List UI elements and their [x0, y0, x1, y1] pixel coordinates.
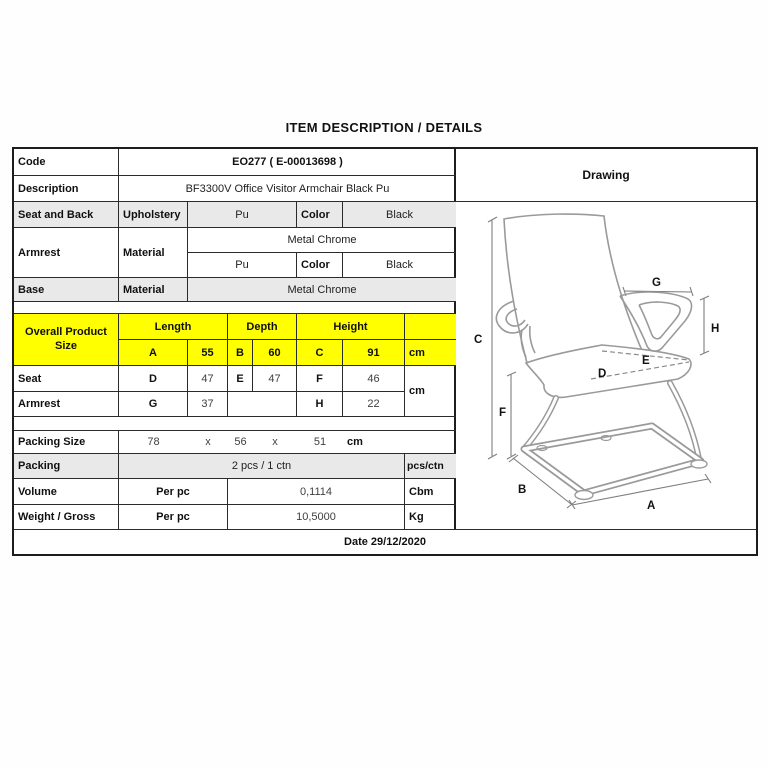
detail-grid	[14, 149, 456, 530]
spec-table	[12, 147, 758, 556]
weight-basis: Per pc	[119, 505, 228, 530]
packing-size-d: 56	[228, 431, 253, 454]
armrest-g-key: G	[119, 392, 188, 417]
dim-label-h: H	[711, 323, 720, 335]
armrest-h-key: H	[297, 392, 343, 417]
description-value: BF3300V Office Visitor Armchair Black Pu	[119, 176, 456, 202]
size-col-height: Height	[297, 314, 405, 340]
seat-e-key: E	[228, 366, 253, 392]
packing-size-unit: cm	[343, 431, 405, 454]
packing-size-blank	[405, 431, 456, 454]
volume-label: Volume	[14, 479, 119, 505]
base-material: Metal Chrome	[188, 278, 456, 302]
seat-back-material: Pu	[188, 202, 297, 228]
seat-back-attribute: Upholstery	[119, 202, 188, 228]
armrest-dim-blank	[228, 392, 297, 417]
overall-unit: cm	[405, 340, 456, 366]
size-col-depth: Depth	[228, 314, 297, 340]
seat-dim-label: Seat	[14, 366, 119, 392]
overall-c-key: C	[297, 340, 343, 366]
base-attribute: Material	[119, 278, 188, 302]
seat-back-label: Seat and Back	[14, 202, 119, 228]
base-label: Base	[14, 278, 119, 302]
overall-a-key: A	[119, 340, 188, 366]
overall-c-value: 91	[343, 340, 405, 366]
packing-size-w: 78	[119, 431, 188, 454]
overall-b-key: B	[228, 340, 253, 366]
date-row: Date 29/12/2020	[344, 536, 426, 548]
seat-armrest-unit: cm	[405, 366, 456, 417]
weight-label: Weight / Gross	[14, 505, 119, 530]
seat-back-color: Black	[343, 202, 456, 228]
packing-size-x1: x	[188, 431, 228, 454]
armrest-h-value: 22	[343, 392, 405, 417]
armrest-material-pu: Pu	[188, 253, 297, 278]
dim-label-f: F	[499, 407, 507, 419]
chair-sketch	[456, 202, 752, 529]
spec-table-body	[14, 149, 756, 530]
overall-a-value: 55	[188, 340, 228, 366]
size-col-unit-blank	[405, 314, 456, 340]
drawing-area	[456, 202, 756, 530]
dim-label-b: B	[518, 484, 527, 496]
dim-label-g: G	[652, 277, 661, 289]
seat-back-color-label: Color	[297, 202, 343, 228]
dim-label-e: E	[642, 355, 650, 367]
armrest-dim-label: Armrest	[14, 392, 119, 417]
armrest-material-top: Metal Chrome	[188, 228, 456, 253]
spacer-row	[14, 302, 456, 314]
code-label: Code	[14, 149, 119, 176]
dim-label-a: A	[647, 500, 656, 512]
size-label: Overall Product Size	[14, 314, 119, 366]
seat-d-key: D	[119, 366, 188, 392]
packing-unit: pcs/ctn	[405, 454, 456, 479]
dim-label-c: C	[474, 334, 483, 346]
weight-value: 10,5000	[228, 505, 405, 530]
packing-size-x2: x	[253, 431, 297, 454]
armrest-label: Armrest	[14, 228, 119, 278]
page-title: ITEM DESCRIPTION / DETAILS	[285, 120, 483, 135]
code-value: EO277 ( E-00013698 )	[119, 149, 456, 176]
size-col-length: Length	[119, 314, 228, 340]
drawing-header: Drawing	[456, 149, 756, 202]
spacer-row	[14, 417, 456, 431]
description-label: Description	[14, 176, 119, 202]
packing-size-label: Packing Size	[14, 431, 119, 454]
volume-unit: Cbm	[405, 479, 456, 505]
drawing-column	[456, 149, 756, 530]
dim-label-d: D	[598, 368, 607, 380]
packing-size-h: 51	[297, 431, 343, 454]
volume-value: 0,1114	[228, 479, 405, 505]
armrest-color: Black	[343, 253, 456, 278]
seat-f-value: 46	[343, 366, 405, 392]
armrest-attribute: Material	[119, 228, 188, 278]
weight-unit: Kg	[405, 505, 456, 530]
armrest-color-label: Color	[297, 253, 343, 278]
packing-value: 2 pcs / 1 ctn	[119, 454, 405, 479]
seat-f-key: F	[297, 366, 343, 392]
overall-b-value: 60	[253, 340, 297, 366]
volume-basis: Per pc	[119, 479, 228, 505]
seat-e-value: 47	[253, 366, 297, 392]
chair-backrest	[504, 214, 643, 363]
packing-label: Packing	[14, 454, 119, 479]
armrest-g-value: 37	[188, 392, 228, 417]
seat-d-value: 47	[188, 366, 228, 392]
